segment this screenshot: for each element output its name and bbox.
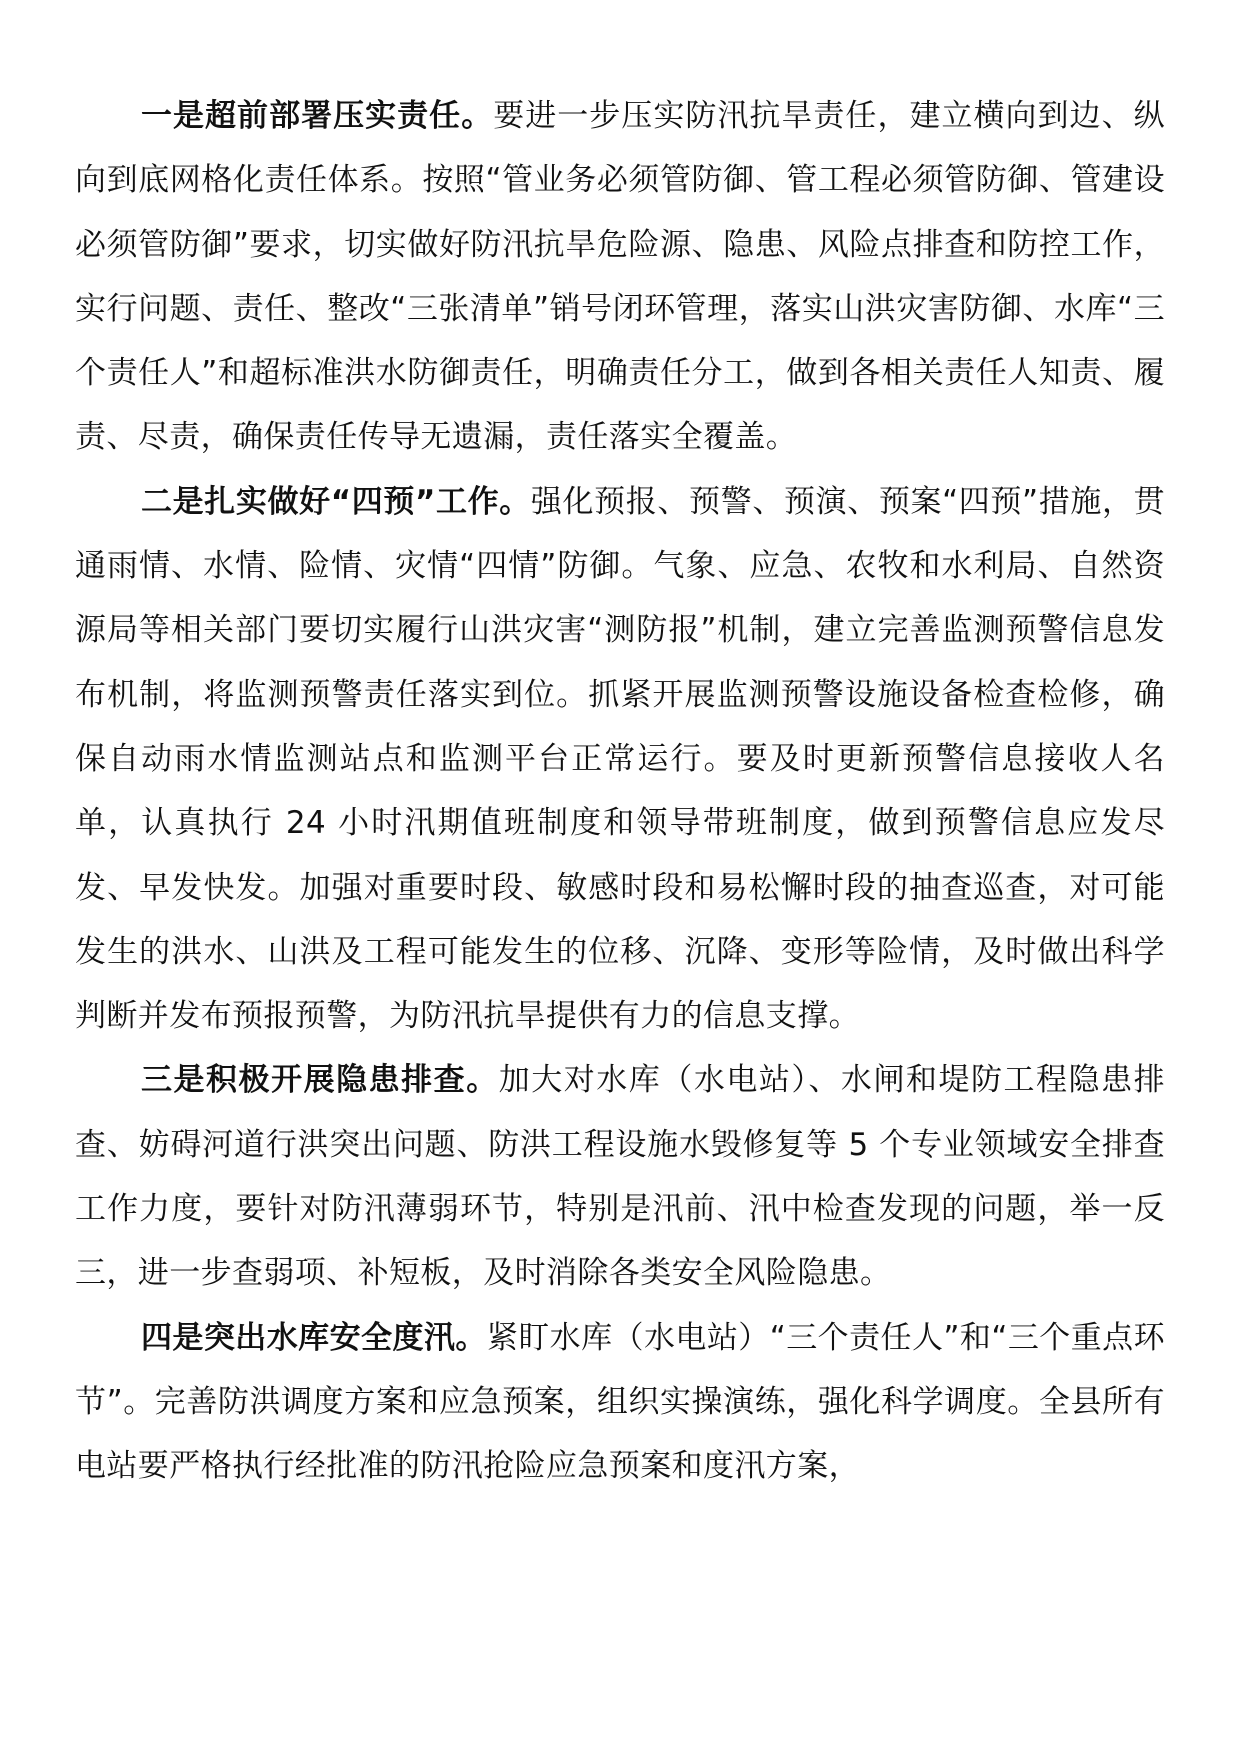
paragraph-1 <box>75 84 1165 470</box>
paragraph-4 <box>75 1306 1165 1499</box>
paragraph-1-heading: 一是超前部署压实责任。 <box>141 98 494 134</box>
paragraph-3 <box>75 1048 1165 1305</box>
paragraph-4-heading: 四是突出水库安全度汛。 <box>141 1319 487 1356</box>
paragraph-3-text: 加大对水库（水电站）、水闸和堤防工程隐患排查、妨碍河道行洪突出问题、防洪工程设施水毁修复等 5 个专业领域安全排查工作力度，要针对防汛薄弱环节，特别是汛前、汛中检查发现的问题，举一反三，进一步查弱项、补短板，及时消除各类安全风险隐患。 <box>75 1062 1165 1292</box>
paragraph-2-heading: 二是扎实做好“四预”工作。 <box>141 483 531 520</box>
paragraph-3-heading: 三是积极开展隐患排查。 <box>141 1062 499 1099</box>
paragraph-1-text: 要进一步压实防汛抗旱责任，建立横向到边、纵向到底网格化责任体系。按照“管业务必须管防御、管工程必须管防御、管建设必须管防御”要求，切实做好防汛抗旱危险源、隐患、风险点排查和防控工作，实行问题、责任、整改“三张清单”销号闭环管理，落实山洪灾害防御、水库“三个责任人”和超标准洪水防御责任，明确责任分工，做到各相关责任人知责、履责、尽责，确保责任传导无遗漏，责任落实全覆盖。 <box>75 98 1165 456</box>
paragraph-2-text: 强化预报、预警、预演、预案“四预”措施，贯通雨情、水情、险情、灾情“四情”防御。气象、应急、农牧和水利局、自然资源局等相关部门要切实履行山洪灾害“测防报”机制，建立完善监测预警信息发布机制，将监测预警责任落实到位。抓紧开展监测预警设施设备检查检修，确保自动雨水情监测站点和监测平台正常运行。要及时更新预警信息接收人名单，认真执行 24 小时汛期值班制度和领导带班制度，做到预警信息应发尽发、早发快发。加强对重要时段、敏感时段和易松懈时段的抽查巡查，对可能发生的洪水、山洪及工程可能发生的位移、沉降、变形等险情，及时做出科学判断并发布预报预警，为防汛抗旱提供有力的信息支撑。 <box>75 483 1165 1035</box>
paragraph-4-text: 紧盯水库（水电站）“三个责任人”和“三个重点环节”。完善防洪调度方案和应急预案，组织实操演练，强化科学调度。全县所有电站要严格执行经批准的防汛抢险应急预案和度汛方案， <box>75 1319 1165 1485</box>
paragraph-2 <box>75 470 1165 1049</box>
document-body <box>75 84 1165 1499</box>
